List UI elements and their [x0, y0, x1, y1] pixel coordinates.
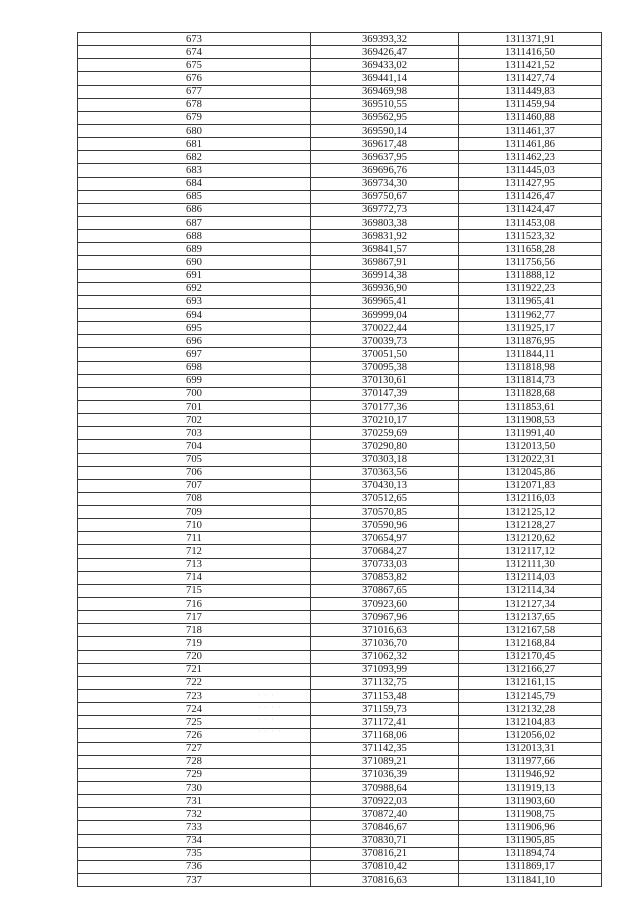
coordinates-table-body	[78, 33, 602, 887]
table-row	[78, 348, 602, 361]
y-coordinate-cell: 1312166,27	[459, 663, 602, 676]
table-row	[78, 742, 602, 755]
point-number-cell: 734	[78, 834, 311, 847]
x-coordinate-cell: 370512,65	[311, 492, 459, 505]
x-coordinate-cell: 370039,73	[311, 335, 459, 348]
y-coordinate-cell: 1312145,79	[459, 690, 602, 703]
x-coordinate-cell: 370867,65	[311, 584, 459, 597]
x-coordinate-cell: 371016,63	[311, 624, 459, 637]
point-number-cell: 737	[78, 874, 311, 887]
table-row	[78, 545, 602, 558]
table-row	[78, 847, 602, 860]
table-row	[78, 506, 602, 519]
point-number-cell: 719	[78, 637, 311, 650]
point-number-cell: 736	[78, 860, 311, 873]
x-coordinate-cell: 371093,99	[311, 663, 459, 676]
table-row	[78, 440, 602, 453]
table-row	[78, 637, 602, 650]
x-coordinate-cell: 369696,76	[311, 164, 459, 177]
y-coordinate-cell: 1312022,31	[459, 453, 602, 466]
y-coordinate-cell: 1312168,84	[459, 637, 602, 650]
y-coordinate-cell: 1311453,08	[459, 216, 602, 229]
point-number-cell: 691	[78, 269, 311, 282]
x-coordinate-cell: 370830,71	[311, 834, 459, 847]
point-number-cell: 681	[78, 138, 311, 151]
y-coordinate-cell: 1311459,94	[459, 98, 602, 111]
table-row	[78, 322, 602, 335]
y-coordinate-cell: 1311844,11	[459, 348, 602, 361]
x-coordinate-cell: 370967,96	[311, 611, 459, 624]
table-row	[78, 453, 602, 466]
x-coordinate-cell: 370988,64	[311, 782, 459, 795]
x-coordinate-cell: 370259,69	[311, 427, 459, 440]
y-coordinate-cell: 1311658,28	[459, 243, 602, 256]
y-coordinate-cell: 1311461,86	[459, 138, 602, 151]
point-number-cell: 675	[78, 59, 311, 72]
y-coordinate-cell: 1311925,17	[459, 322, 602, 335]
table-row	[78, 834, 602, 847]
y-coordinate-cell: 1312167,58	[459, 624, 602, 637]
point-number-cell: 688	[78, 230, 311, 243]
point-number-cell: 693	[78, 295, 311, 308]
y-coordinate-cell: 1312116,03	[459, 492, 602, 505]
point-number-cell: 701	[78, 400, 311, 413]
y-coordinate-cell: 1312045,86	[459, 466, 602, 479]
point-number-cell: 696	[78, 335, 311, 348]
table-row	[78, 860, 602, 873]
y-coordinate-cell: 1312013,31	[459, 742, 602, 755]
table-row	[78, 177, 602, 190]
y-coordinate-cell: 1311445,03	[459, 164, 602, 177]
y-coordinate-cell: 1311449,83	[459, 85, 602, 98]
point-number-cell: 723	[78, 690, 311, 703]
x-coordinate-cell: 369831,92	[311, 230, 459, 243]
table-row	[78, 755, 602, 768]
x-coordinate-cell: 370290,80	[311, 440, 459, 453]
table-row	[78, 85, 602, 98]
x-coordinate-cell: 369841,57	[311, 243, 459, 256]
point-number-cell: 713	[78, 558, 311, 571]
y-coordinate-cell: 1312056,02	[459, 729, 602, 742]
point-number-cell: 722	[78, 676, 311, 689]
point-number-cell: 725	[78, 716, 311, 729]
table-row	[78, 414, 602, 427]
x-coordinate-cell: 371168,06	[311, 729, 459, 742]
x-coordinate-cell: 371132,75	[311, 676, 459, 689]
point-number-cell: 729	[78, 768, 311, 781]
point-number-cell: 717	[78, 611, 311, 624]
point-number-cell: 686	[78, 203, 311, 216]
point-number-cell: 704	[78, 440, 311, 453]
y-coordinate-cell: 1312114,03	[459, 571, 602, 584]
table-row	[78, 400, 602, 413]
y-coordinate-cell: 1311427,95	[459, 177, 602, 190]
x-coordinate-cell: 370684,27	[311, 545, 459, 558]
table-row	[78, 479, 602, 492]
x-coordinate-cell: 370051,50	[311, 348, 459, 361]
point-number-cell: 733	[78, 821, 311, 834]
table-row	[78, 33, 602, 46]
y-coordinate-cell: 1312117,12	[459, 545, 602, 558]
table-row	[78, 492, 602, 505]
table-row	[78, 532, 602, 545]
point-number-cell: 705	[78, 453, 311, 466]
y-coordinate-cell: 1312071,83	[459, 479, 602, 492]
table-row	[78, 308, 602, 321]
x-coordinate-cell: 369914,38	[311, 269, 459, 282]
point-number-cell: 715	[78, 584, 311, 597]
x-coordinate-cell: 369617,48	[311, 138, 459, 151]
x-coordinate-cell: 369637,95	[311, 151, 459, 164]
y-coordinate-cell: 1312170,45	[459, 650, 602, 663]
table-row	[78, 295, 602, 308]
y-coordinate-cell: 1311977,66	[459, 755, 602, 768]
table-row	[78, 874, 602, 887]
table-row	[78, 598, 602, 611]
table-row	[78, 427, 602, 440]
x-coordinate-cell: 369433,02	[311, 59, 459, 72]
y-coordinate-cell: 1311828,68	[459, 387, 602, 400]
table-row	[78, 72, 602, 85]
y-coordinate-cell: 1312013,50	[459, 440, 602, 453]
y-coordinate-cell: 1311424,47	[459, 203, 602, 216]
table-row	[78, 519, 602, 532]
table-row	[78, 335, 602, 348]
y-coordinate-cell: 1312127,34	[459, 598, 602, 611]
table-row	[78, 203, 602, 216]
point-number-cell: 683	[78, 164, 311, 177]
point-number-cell: 714	[78, 571, 311, 584]
faded-stamp-mark: · · · · · · · · · · · · · · · ·	[258, 691, 282, 748]
table-row	[78, 729, 602, 742]
x-coordinate-cell: 369965,41	[311, 295, 459, 308]
y-coordinate-cell: 1311876,95	[459, 335, 602, 348]
x-coordinate-cell: 370816,63	[311, 874, 459, 887]
table-row	[78, 124, 602, 137]
x-coordinate-cell: 371153,48	[311, 690, 459, 703]
table-row	[78, 768, 602, 781]
point-number-cell: 674	[78, 46, 311, 59]
x-coordinate-cell: 369441,14	[311, 72, 459, 85]
y-coordinate-cell: 1312132,28	[459, 703, 602, 716]
table-row	[78, 111, 602, 124]
point-number-cell: 695	[78, 322, 311, 335]
table-row	[78, 782, 602, 795]
x-coordinate-cell: 369590,14	[311, 124, 459, 137]
x-coordinate-cell: 369936,90	[311, 282, 459, 295]
point-number-cell: 731	[78, 795, 311, 808]
y-coordinate-cell: 1311922,23	[459, 282, 602, 295]
point-number-cell: 726	[78, 729, 311, 742]
point-number-cell: 703	[78, 427, 311, 440]
y-coordinate-cell: 1311903,60	[459, 795, 602, 808]
point-number-cell: 689	[78, 243, 311, 256]
x-coordinate-cell: 370810,42	[311, 860, 459, 873]
table-row	[78, 98, 602, 111]
y-coordinate-cell: 1312128,27	[459, 519, 602, 532]
x-coordinate-cell: 371062,32	[311, 650, 459, 663]
table-row	[78, 387, 602, 400]
y-coordinate-cell: 1311756,56	[459, 256, 602, 269]
y-coordinate-cell: 1311906,96	[459, 821, 602, 834]
x-coordinate-cell: 369426,47	[311, 46, 459, 59]
x-coordinate-cell: 370922,03	[311, 795, 459, 808]
table-row	[78, 650, 602, 663]
x-coordinate-cell: 371172,41	[311, 716, 459, 729]
point-number-cell: 732	[78, 808, 311, 821]
point-number-cell: 700	[78, 387, 311, 400]
y-coordinate-cell: 1311416,50	[459, 46, 602, 59]
x-coordinate-cell: 370872,40	[311, 808, 459, 821]
y-coordinate-cell: 1311523,32	[459, 230, 602, 243]
point-number-cell: 724	[78, 703, 311, 716]
point-number-cell: 694	[78, 308, 311, 321]
y-coordinate-cell: 1311894,74	[459, 847, 602, 860]
table-row	[78, 374, 602, 387]
table-row	[78, 466, 602, 479]
y-coordinate-cell: 1311853,61	[459, 400, 602, 413]
x-coordinate-cell: 369803,38	[311, 216, 459, 229]
y-coordinate-cell: 1312137,65	[459, 611, 602, 624]
point-number-cell: 679	[78, 111, 311, 124]
table-row	[78, 282, 602, 295]
table-row	[78, 138, 602, 151]
table-row	[78, 164, 602, 177]
y-coordinate-cell: 1311965,41	[459, 295, 602, 308]
point-number-cell: 682	[78, 151, 311, 164]
table-row	[78, 558, 602, 571]
y-coordinate-cell: 1311814,73	[459, 374, 602, 387]
x-coordinate-cell: 370853,82	[311, 571, 459, 584]
point-number-cell: 711	[78, 532, 311, 545]
y-coordinate-cell: 1311869,17	[459, 860, 602, 873]
x-coordinate-cell: 370177,36	[311, 400, 459, 413]
y-coordinate-cell: 1311919,13	[459, 782, 602, 795]
table-row	[78, 611, 602, 624]
point-number-cell: 678	[78, 98, 311, 111]
point-number-cell: 676	[78, 72, 311, 85]
y-coordinate-cell: 1311462,23	[459, 151, 602, 164]
x-coordinate-cell: 370816,21	[311, 847, 459, 860]
x-coordinate-cell: 370210,17	[311, 414, 459, 427]
y-coordinate-cell: 1311946,92	[459, 768, 602, 781]
point-number-cell: 698	[78, 361, 311, 374]
table-row	[78, 151, 602, 164]
y-coordinate-cell: 1311461,37	[459, 124, 602, 137]
x-coordinate-cell: 369393,32	[311, 33, 459, 46]
point-number-cell: 697	[78, 348, 311, 361]
point-number-cell: 677	[78, 85, 311, 98]
table-row	[78, 690, 602, 703]
y-coordinate-cell: 1311427,74	[459, 72, 602, 85]
point-number-cell: 706	[78, 466, 311, 479]
x-coordinate-cell: 369867,91	[311, 256, 459, 269]
table-row	[78, 584, 602, 597]
y-coordinate-cell: 1311426,47	[459, 190, 602, 203]
x-coordinate-cell: 369750,67	[311, 190, 459, 203]
table-row	[78, 571, 602, 584]
table-row	[78, 716, 602, 729]
point-number-cell: 728	[78, 755, 311, 768]
point-number-cell: 702	[78, 414, 311, 427]
y-coordinate-cell: 1311421,52	[459, 59, 602, 72]
point-number-cell: 712	[78, 545, 311, 558]
x-coordinate-cell: 370363,56	[311, 466, 459, 479]
table-row	[78, 269, 602, 282]
point-number-cell: 735	[78, 847, 311, 860]
point-number-cell: 720	[78, 650, 311, 663]
x-coordinate-cell: 371036,70	[311, 637, 459, 650]
x-coordinate-cell: 371159,73	[311, 703, 459, 716]
point-number-cell: 699	[78, 374, 311, 387]
y-coordinate-cell: 1312111,30	[459, 558, 602, 571]
table-row	[78, 676, 602, 689]
point-number-cell: 685	[78, 190, 311, 203]
table-row	[78, 190, 602, 203]
point-number-cell: 680	[78, 124, 311, 137]
x-coordinate-cell: 370130,61	[311, 374, 459, 387]
table-row	[78, 361, 602, 374]
x-coordinate-cell: 370733,03	[311, 558, 459, 571]
y-coordinate-cell: 1312114,34	[459, 584, 602, 597]
table-row	[78, 703, 602, 716]
table-row	[78, 808, 602, 821]
x-coordinate-cell: 370654,97	[311, 532, 459, 545]
point-number-cell: 709	[78, 506, 311, 519]
x-coordinate-cell: 369999,04	[311, 308, 459, 321]
x-coordinate-cell: 370147,39	[311, 387, 459, 400]
point-number-cell: 692	[78, 282, 311, 295]
x-coordinate-cell: 370590,96	[311, 519, 459, 532]
point-number-cell: 716	[78, 598, 311, 611]
point-number-cell: 721	[78, 663, 311, 676]
point-number-cell: 690	[78, 256, 311, 269]
point-number-cell: 673	[78, 33, 311, 46]
x-coordinate-cell: 370570,85	[311, 506, 459, 519]
table-row	[78, 795, 602, 808]
y-coordinate-cell: 1311908,75	[459, 808, 602, 821]
table-row	[78, 59, 602, 72]
y-coordinate-cell: 1311460,88	[459, 111, 602, 124]
y-coordinate-cell: 1311908,53	[459, 414, 602, 427]
y-coordinate-cell: 1311991,40	[459, 427, 602, 440]
x-coordinate-cell: 369562,95	[311, 111, 459, 124]
y-coordinate-cell: 1312120,62	[459, 532, 602, 545]
point-number-cell: 718	[78, 624, 311, 637]
x-coordinate-cell: 370303,18	[311, 453, 459, 466]
y-coordinate-cell: 1312161,15	[459, 676, 602, 689]
point-number-cell: 710	[78, 519, 311, 532]
x-coordinate-cell: 371089,21	[311, 755, 459, 768]
x-coordinate-cell: 370022,44	[311, 322, 459, 335]
point-number-cell: 708	[78, 492, 311, 505]
x-coordinate-cell: 369734,30	[311, 177, 459, 190]
point-number-cell: 684	[78, 177, 311, 190]
y-coordinate-cell: 1312125,12	[459, 506, 602, 519]
table-row	[78, 624, 602, 637]
x-coordinate-cell: 369469,98	[311, 85, 459, 98]
table-row	[78, 230, 602, 243]
table-row	[78, 256, 602, 269]
y-coordinate-cell: 1311371,91	[459, 33, 602, 46]
coordinates-table-container	[77, 32, 601, 887]
x-coordinate-cell: 370430,13	[311, 479, 459, 492]
table-row	[78, 663, 602, 676]
coordinates-table	[77, 32, 602, 887]
point-number-cell: 687	[78, 216, 311, 229]
table-row	[78, 821, 602, 834]
x-coordinate-cell: 371036,39	[311, 768, 459, 781]
y-coordinate-cell: 1311841,10	[459, 874, 602, 887]
point-number-cell: 730	[78, 782, 311, 795]
y-coordinate-cell: 1311905,85	[459, 834, 602, 847]
point-number-cell: 727	[78, 742, 311, 755]
x-coordinate-cell: 370846,67	[311, 821, 459, 834]
x-coordinate-cell: 370923,60	[311, 598, 459, 611]
x-coordinate-cell: 369510,55	[311, 98, 459, 111]
y-coordinate-cell: 1312104,83	[459, 716, 602, 729]
x-coordinate-cell: 369772,73	[311, 203, 459, 216]
table-row	[78, 216, 602, 229]
y-coordinate-cell: 1311888,12	[459, 269, 602, 282]
y-coordinate-cell: 1311962,77	[459, 308, 602, 321]
x-coordinate-cell: 370095,38	[311, 361, 459, 374]
point-number-cell: 707	[78, 479, 311, 492]
x-coordinate-cell: 371142,35	[311, 742, 459, 755]
table-row	[78, 46, 602, 59]
table-row	[78, 243, 602, 256]
y-coordinate-cell: 1311818,98	[459, 361, 602, 374]
